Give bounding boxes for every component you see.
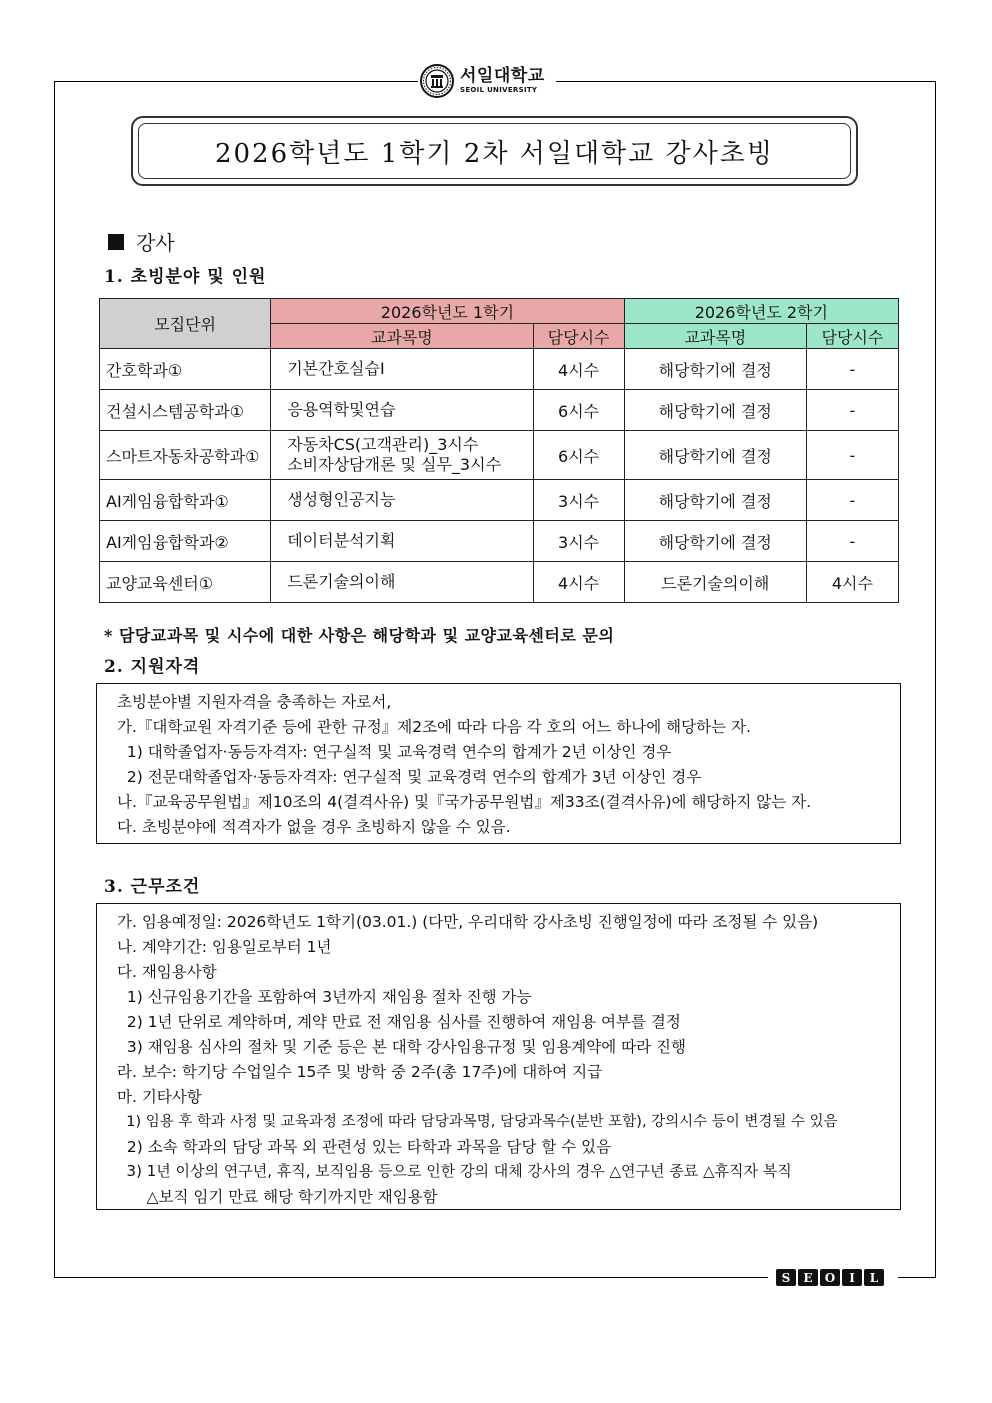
- cell-hours-2: -: [806, 480, 898, 521]
- qualification-line: 다. 초빙분야에 적격자가 없을 경우 초빙하지 않을 수 있음.: [117, 818, 511, 836]
- header-semester-2: 2026학년도 2학기: [624, 299, 898, 324]
- header-semester-1: 2026학년도 1학기: [271, 299, 624, 324]
- cell-hours-2: -: [806, 521, 898, 562]
- badge-letter: I: [842, 1269, 862, 1286]
- cell-course-2: 해당학기에 결정: [624, 521, 806, 562]
- cell-course-2: 해당학기에 결정: [624, 390, 806, 431]
- condition-line: 3) 재임용 심사의 절차 및 기준 등은 본 대학 강사임용규정 및 임용계약에 따라 진행: [117, 1038, 686, 1056]
- cell-course: 응용역학및연습: [271, 390, 533, 431]
- cell-hours-2: -: [806, 349, 898, 390]
- qualification-line: 나.『교육공무원법』제10조의 4(결격사유) 및『국가공무원법』제33조(결격사유)에 해당하지 않는 자.: [117, 793, 812, 811]
- logo-name-ko: 서일대학교: [460, 66, 545, 86]
- table-row: [100, 349, 899, 390]
- cell-hours-2: -: [806, 390, 898, 431]
- table-row: [100, 390, 899, 431]
- cell-hours: 6시수: [533, 390, 624, 431]
- cell-course-line: 자동차CS(고객관리)_3시수: [287, 435, 479, 454]
- cell-hours: 4시수: [533, 562, 624, 603]
- cell-course-2: 해당학기에 결정: [624, 431, 806, 480]
- condition-line: 1) 임용 후 학과 사정 및 교육과정 조정에 따라 담당과목명, 담당과목수(분반 포함), 강의시수 등이 변경될 수 있음: [117, 1114, 838, 1130]
- header-unit: 모집단위: [100, 299, 271, 349]
- condition-line: 2) 1년 단위로 계약하며, 계약 만료 전 재임용 심사를 진행하여 재임용 여부를 결정: [117, 1013, 681, 1031]
- cell-course: 생성형인공지능: [271, 480, 533, 521]
- header-hours: 담당시수: [533, 324, 624, 349]
- cell-unit: 교양교육센터①: [100, 562, 271, 603]
- cell-unit: 간호학과①: [100, 349, 271, 390]
- header-hours: 담당시수: [806, 324, 898, 349]
- cell-hours: 3시수: [533, 521, 624, 562]
- qualification-line: 1) 대학졸업자·동등자격자: 연구실적 및 교육경력 연수의 합계가 2년 이상인 경우: [117, 743, 672, 761]
- page-title: 2026학년도 1학기 2차 서일대학교 강사초빙: [138, 123, 851, 179]
- badge-letter: E: [798, 1269, 818, 1286]
- frame-line: [556, 81, 936, 82]
- condition-line: 마. 기타사항: [117, 1088, 202, 1106]
- cell-course-2: 해당학기에 결정: [624, 349, 806, 390]
- table-row: [100, 562, 899, 603]
- frame-line: [54, 1277, 768, 1278]
- badge-letter: S: [776, 1269, 796, 1286]
- frame-line: [898, 1277, 936, 1278]
- cell-hours-2: -: [806, 431, 898, 480]
- qualification-line: 가.『대학교원 자격기준 등에 관한 규정』제2조에 따라 다음 각 호의 어느 하나에 해당하는 자.: [117, 718, 751, 736]
- cell-course: 데이터분석기획: [271, 521, 533, 562]
- condition-line: 2) 소속 학과의 담당 과목 외 관련성 있는 타학과 과목을 담당 할 수 있음: [117, 1138, 612, 1156]
- cell-course-2: 드론기술의이해: [624, 562, 806, 603]
- condition-line: 가. 임용예정일: 2026학년도 1학기(03.01.) (다만, 우리대학 강사초빙 진행일정에 따라 조정될 수 있음): [117, 913, 819, 931]
- subheading-positions: 1. 초빙분야 및 인원: [104, 267, 267, 287]
- frame-line: [54, 81, 55, 1277]
- cell-unit: AI게임융합학과②: [100, 521, 271, 562]
- condition-line: △보직 임기 만료 해당 학기까지만 재임용함: [117, 1188, 438, 1206]
- section-title: 강사: [136, 231, 175, 255]
- frame-line: [935, 81, 936, 1277]
- cell-unit: 스마트자동차공학과①: [100, 431, 271, 480]
- cell-course: 기본간호실습I: [271, 349, 533, 390]
- badge-letter: L: [864, 1269, 884, 1286]
- cell-hours: 4시수: [533, 349, 624, 390]
- conditions-box: [96, 903, 901, 1210]
- university-logo: [420, 62, 556, 100]
- cell-course: 드론기술의이해: [271, 562, 533, 603]
- cell-unit: 건설시스템공학과①: [100, 390, 271, 431]
- cell-course-line: 소비자상담개론 및 실무_3시수: [287, 455, 502, 474]
- cell-unit: AI게임융합학과①: [100, 480, 271, 521]
- university-seal-icon: [420, 64, 454, 98]
- seoil-badge: [776, 1269, 884, 1286]
- condition-line: 1) 신규임용기간을 포함하여 3년까지 재임용 절차 진행 가능: [117, 988, 532, 1006]
- frame-line: [54, 81, 418, 82]
- subheading-qualification: 2. 지원자격: [104, 657, 201, 677]
- logo-name-en: SEOIL UNIVERSITY: [460, 86, 538, 94]
- inquiry-note: * 담당교과목 및 시수에 대한 사항은 해당학과 및 교양교육센터로 문의: [104, 626, 615, 645]
- table-row: [100, 431, 899, 480]
- cell-hours: 6시수: [533, 431, 624, 480]
- qualification-line: 2) 전문대학졸업자·동등자격자: 연구실적 및 교육경력 연수의 합계가 3년 이상인 경우: [117, 768, 702, 786]
- positions-table: [99, 298, 899, 603]
- table-row: [100, 480, 899, 521]
- subheading-conditions: 3. 근무조건: [104, 877, 201, 897]
- cell-course-2: 해당학기에 결정: [624, 480, 806, 521]
- header-course: 교과목명: [271, 324, 533, 349]
- condition-line: 다. 재임용사항: [117, 963, 217, 981]
- section-heading: [108, 227, 175, 256]
- qualification-box: [96, 683, 901, 844]
- cell-hours: 3시수: [533, 480, 624, 521]
- square-bullet-icon: [108, 234, 124, 250]
- qualification-line: 초빙분야별 지원자격을 충족하는 자로서,: [117, 693, 392, 711]
- condition-line: 3) 1년 이상의 연구년, 휴직, 보직임용 등으로 인한 강의 대체 강사의 경우 △연구년 종료 △휴직자 복직: [117, 1162, 792, 1180]
- title-box: [131, 116, 858, 186]
- header-course: 교과목명: [624, 324, 806, 349]
- condition-line: 나. 계약기간: 임용일로부터 1년: [117, 938, 332, 956]
- condition-line: 라. 보수: 학기당 수업일수 15주 및 방학 중 2주(총 17주)에 대하여 지급: [117, 1063, 603, 1081]
- table-row: [100, 521, 899, 562]
- cell-course: [271, 431, 533, 480]
- badge-letter: O: [820, 1269, 840, 1286]
- cell-hours-2: 4시수: [806, 562, 898, 603]
